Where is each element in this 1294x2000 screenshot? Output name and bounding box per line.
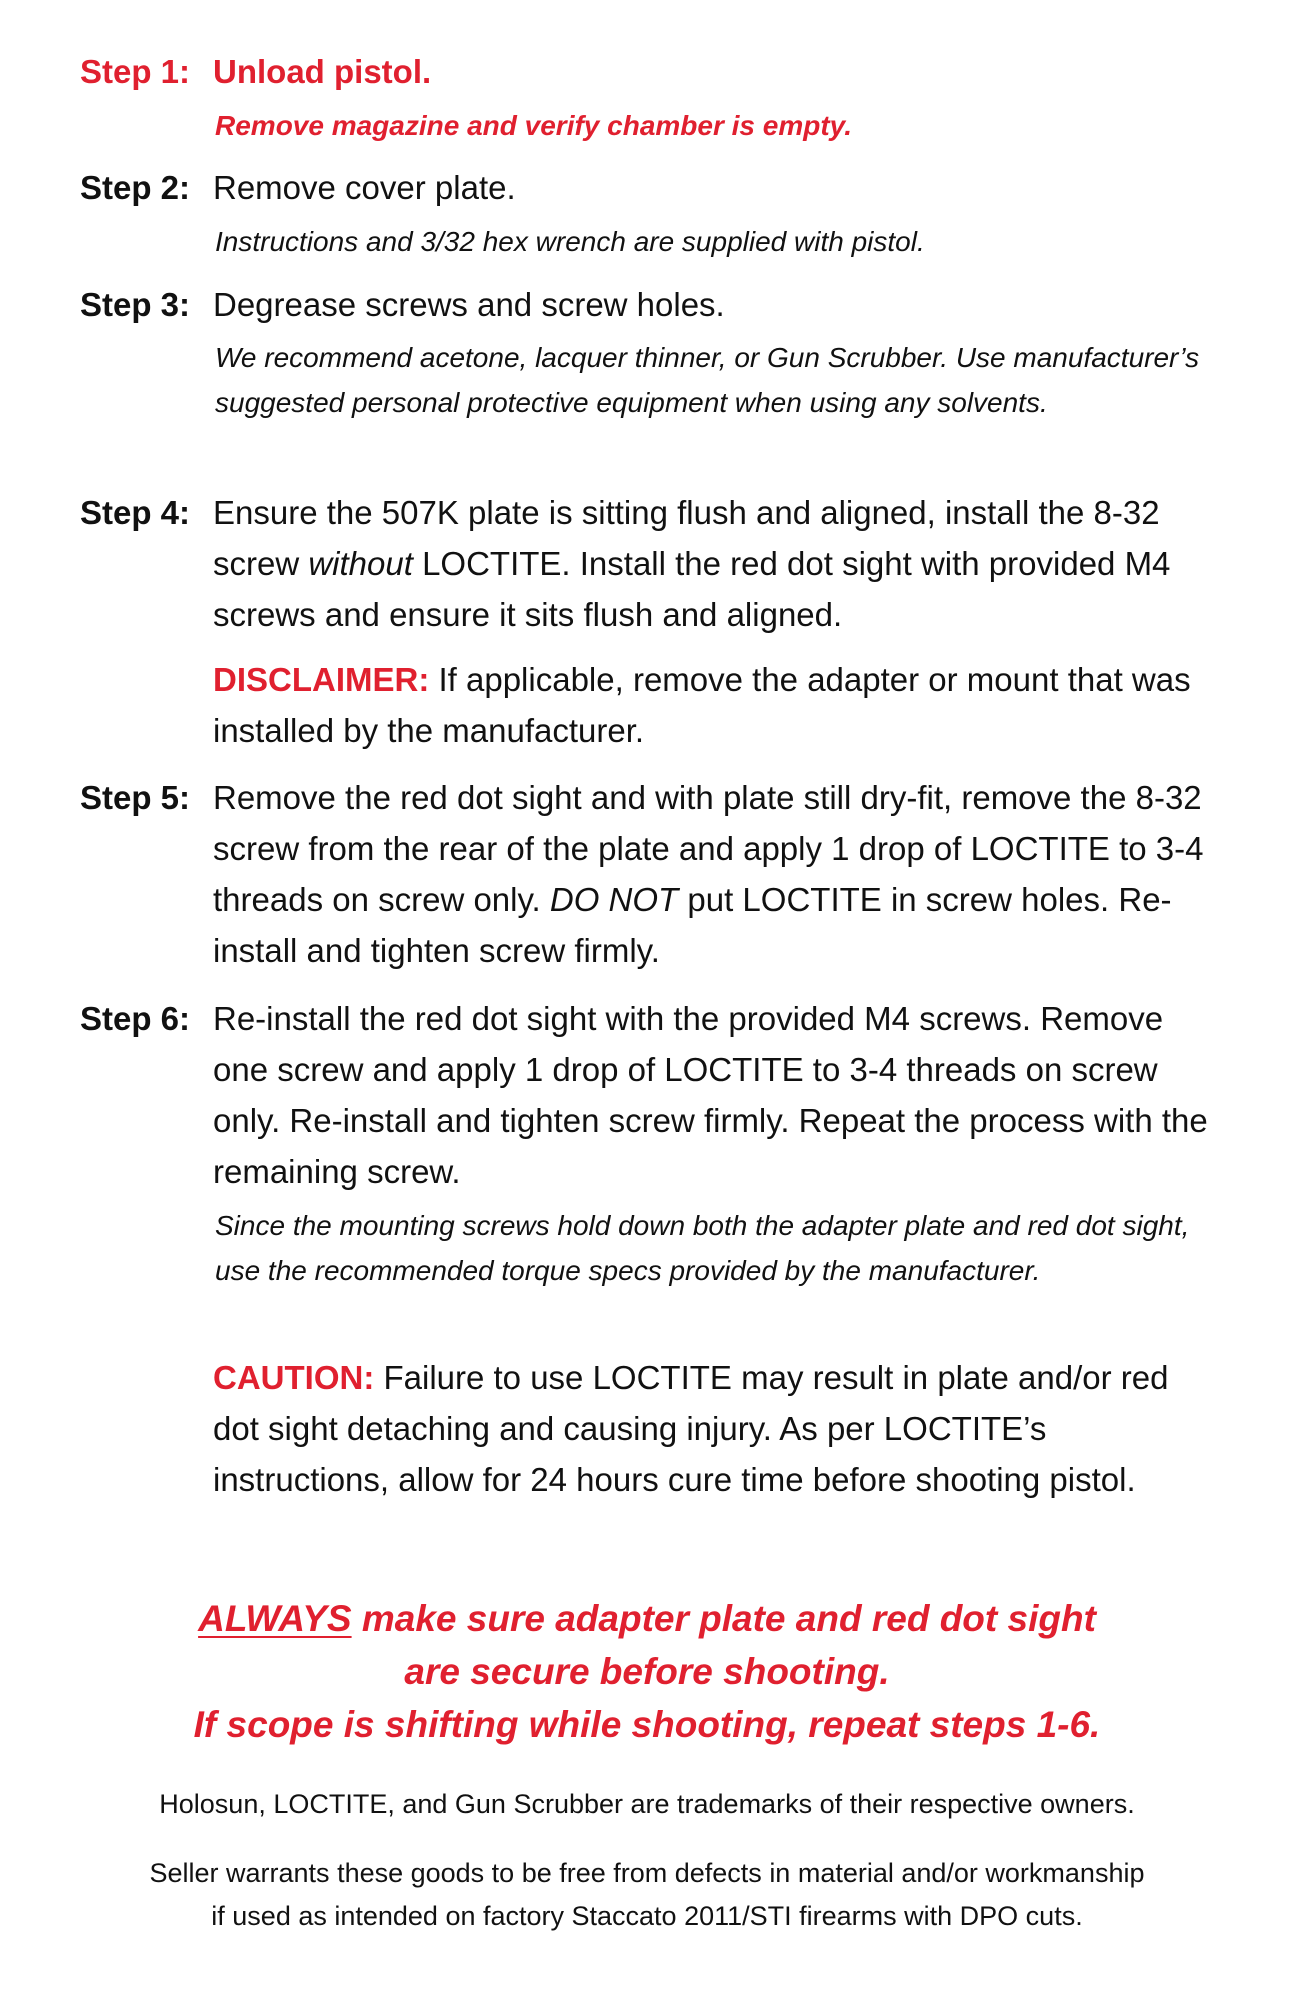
step-3-title: Degrease screws and screw holes. bbox=[213, 286, 725, 323]
step-6 bbox=[80, 993, 1220, 1197]
step-2-title: Remove cover plate. bbox=[213, 169, 516, 206]
step-5-label: Step 5: bbox=[80, 779, 191, 816]
step-4-text-emphasis: without bbox=[308, 545, 413, 582]
step-4-text-a: Ensure the 507K plate is sitting flush and aligned, install the 8-32 screw bbox=[213, 494, 1160, 582]
step-1-title: Unload pistol. bbox=[213, 53, 432, 90]
step-5 bbox=[80, 772, 1220, 976]
warranty-line-2: if used as intended on factory Staccato 2011/STI firearms with DPO cuts. bbox=[211, 1901, 1083, 1931]
step-2-label: Step 2: bbox=[80, 169, 191, 206]
step-4-text bbox=[213, 487, 1220, 640]
step-1-note: Remove magazine and verify chamber is empty. bbox=[215, 110, 852, 141]
step-5-text bbox=[213, 772, 1220, 976]
warning-line-1 bbox=[0, 1592, 1294, 1645]
caution-label: CAUTION: bbox=[213, 1359, 375, 1396]
warning-line-2: are secure before shooting. bbox=[404, 1651, 890, 1692]
warning-always: ALWAYS bbox=[198, 1598, 352, 1639]
step-4-label: Step 4: bbox=[80, 494, 191, 531]
caution bbox=[213, 1352, 1223, 1505]
step-6-label: Step 6: bbox=[80, 1000, 191, 1037]
trademark-notice: Holosun, LOCTITE, and Gun Scrubber are trademarks of their respective owners. bbox=[159, 1789, 1135, 1819]
step-3 bbox=[80, 279, 1220, 330]
disclaimer-text: If applicable, remove the adapter or mount that was installed by the manufacturer. bbox=[213, 661, 1191, 749]
step-4 bbox=[80, 487, 1220, 640]
warning-line-3: If scope is shifting while shooting, repeat steps 1-6. bbox=[193, 1704, 1101, 1745]
caution-text: Failure to use LOCTITE may result in plate and/or red dot sight detaching and causing injury. As per LOCTITE’s instructions, allow for 24 hours cure time before shooting pistol. bbox=[213, 1359, 1169, 1498]
step-2 bbox=[80, 162, 1220, 213]
step-6-note: Since the mounting screws hold down both the adapter plate and red dot sight, use the recommended torque specs provided by the manufacturer. bbox=[215, 1210, 1190, 1286]
step-5-text-emphasis: DO NOT bbox=[549, 881, 679, 918]
warning-line-1-rest: make sure adapter plate and red dot sight bbox=[351, 1598, 1096, 1639]
step-1 bbox=[80, 46, 1220, 97]
step-6-text: Re-install the red dot sight with the provided M4 screws. Remove one screw and apply 1 drop of LOCTITE to 3-4 threads on screw only. Re-install and tighten screw firmly. Repeat the process with the remaining screw. bbox=[213, 1000, 1208, 1190]
step-3-label: Step 3: bbox=[80, 286, 191, 323]
warranty-line-1: Seller warrants these goods to be free from defects in material and/or workmanship bbox=[149, 1858, 1145, 1888]
disclaimer bbox=[213, 654, 1223, 756]
step-5-text-b: put LOCTITE in screw holes. Re-install and tighten screw firmly. bbox=[213, 881, 1172, 969]
step-5-text-a: Remove the red dot sight and with plate still dry-fit, remove the 8-32 screw from the rear of the plate and apply 1 drop of LOCTITE to 3-4 threads on screw only. bbox=[213, 779, 1204, 918]
disclaimer-label: DISCLAIMER: bbox=[213, 661, 430, 698]
step-2-note: Instructions and 3/32 hex wrench are supplied with pistol. bbox=[215, 226, 925, 257]
step-3-note: We recommend acetone, lacquer thinner, or Gun Scrubber. Use manufacturer’s suggested personal protective equipment when using any solvents. bbox=[215, 342, 1200, 418]
step-1-label: Step 1: bbox=[80, 53, 191, 90]
step-4-text-b: LOCTITE. Install the red dot sight with provided M4 screws and ensure it sits flush and aligned. bbox=[213, 545, 1171, 633]
